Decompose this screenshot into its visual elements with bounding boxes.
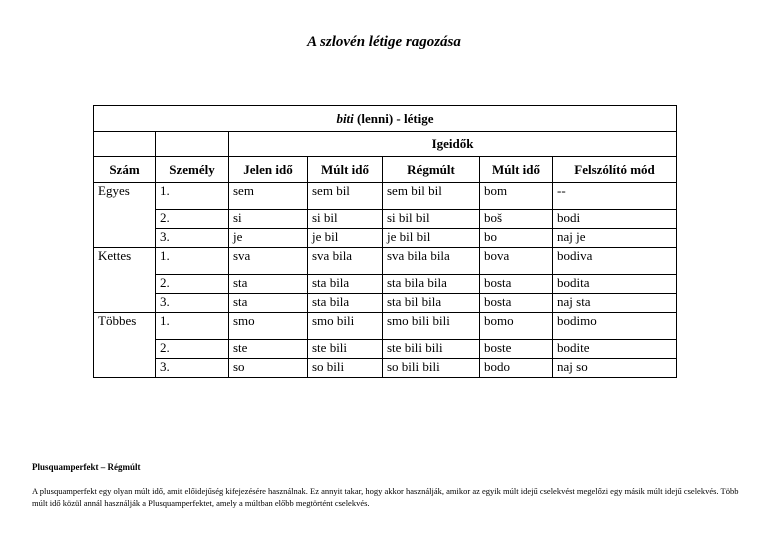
form-cell: sva bila bila — [383, 248, 480, 275]
table-caption — [94, 106, 677, 132]
form-cell: bosta — [480, 294, 553, 313]
form-cell: bom — [480, 183, 553, 210]
form-cell: sem bil bil — [383, 183, 480, 210]
form-cell: so — [229, 359, 308, 378]
column-header: Múlt idő — [308, 157, 383, 183]
person-cell: 3. — [156, 294, 229, 313]
table-row — [94, 248, 677, 275]
form-cell: bosta — [480, 275, 553, 294]
person-cell: 2. — [156, 340, 229, 359]
table-row — [94, 294, 677, 313]
table-row — [94, 229, 677, 248]
form-cell: bodo — [480, 359, 553, 378]
footer-text: A plusquamperfekt egy olyan múlt idő, amit előidejűség kifejezésére használnak. Ez annyit takar, hogy akkor használják, amikor az egyik múlt idejű cselekvést megelőzi egy másik múlt idejű cselekvés. Több múlt idő közül annál használják a Plusquamperfektet, amely a múltban előbb megtörtént cselekvés. — [32, 486, 739, 508]
table-row — [94, 313, 677, 340]
form-cell: je bil — [308, 229, 383, 248]
form-cell: bomo — [480, 313, 553, 340]
form-cell: smo bili — [308, 313, 383, 340]
person-cell: 2. — [156, 210, 229, 229]
form-cell: bodite — [553, 340, 677, 359]
tenses-group-header: Igeidők — [229, 132, 677, 157]
form-cell: boste — [480, 340, 553, 359]
column-header: Szám — [94, 157, 156, 183]
form-cell: bodi — [553, 210, 677, 229]
form-cell: boš — [480, 210, 553, 229]
table-row — [94, 183, 677, 210]
form-cell: smo bili bili — [383, 313, 480, 340]
number-cell: Többes — [94, 313, 156, 378]
form-cell: bodiva — [553, 248, 677, 275]
form-cell: sta bila — [308, 294, 383, 313]
empty-cell — [94, 132, 156, 157]
form-cell: naj so — [553, 359, 677, 378]
number-cell: Kettes — [94, 248, 156, 313]
form-cell: si — [229, 210, 308, 229]
form-cell: naj je — [553, 229, 677, 248]
form-cell: sta — [229, 275, 308, 294]
form-cell: sta — [229, 294, 308, 313]
person-cell: 2. — [156, 275, 229, 294]
form-cell: -- — [553, 183, 677, 210]
empty-cell — [156, 132, 229, 157]
form-cell: bodimo — [553, 313, 677, 340]
form-cell: sva bila — [308, 248, 383, 275]
form-cell: bo — [480, 229, 553, 248]
column-header: Múlt idő — [480, 157, 553, 183]
form-cell: bodita — [553, 275, 677, 294]
conjugation-table — [93, 105, 677, 378]
form-cell: ste — [229, 340, 308, 359]
caption-rest: (lenni) - létige — [353, 110, 434, 126]
column-header: Személy — [156, 157, 229, 183]
form-cell: sem bil — [308, 183, 383, 210]
number-cell: Egyes — [94, 183, 156, 248]
form-cell: si bil — [308, 210, 383, 229]
table-body — [94, 183, 677, 378]
form-cell: sem — [229, 183, 308, 210]
table-row — [94, 275, 677, 294]
form-cell: sta bila bila — [383, 275, 480, 294]
table-row — [94, 340, 677, 359]
footer-heading: Plusquamperfekt – Régmúlt — [32, 462, 141, 472]
form-cell: so bili bili — [383, 359, 480, 378]
form-cell: je bil bil — [383, 229, 480, 248]
form-cell: je — [229, 229, 308, 248]
column-header: Régmúlt — [383, 157, 480, 183]
form-cell: ste bili — [308, 340, 383, 359]
table-row — [94, 210, 677, 229]
page-title: A szlovén létige ragozása — [307, 34, 461, 50]
person-cell: 1. — [156, 248, 229, 275]
table-row — [94, 359, 677, 378]
person-cell: 1. — [156, 183, 229, 210]
caption-verb: biti — [336, 110, 354, 126]
form-cell: smo — [229, 313, 308, 340]
column-header: Felszólító mód — [553, 157, 677, 183]
person-cell: 3. — [156, 229, 229, 248]
column-header: Jelen idő — [229, 157, 308, 183]
form-cell: sta bil bila — [383, 294, 480, 313]
person-cell: 3. — [156, 359, 229, 378]
form-cell: sta bila — [308, 275, 383, 294]
form-cell: si bil bil — [383, 210, 480, 229]
form-cell: bova — [480, 248, 553, 275]
person-cell: 1. — [156, 313, 229, 340]
form-cell: naj sta — [553, 294, 677, 313]
form-cell: ste bili bili — [383, 340, 480, 359]
form-cell: so bili — [308, 359, 383, 378]
form-cell: sva — [229, 248, 308, 275]
